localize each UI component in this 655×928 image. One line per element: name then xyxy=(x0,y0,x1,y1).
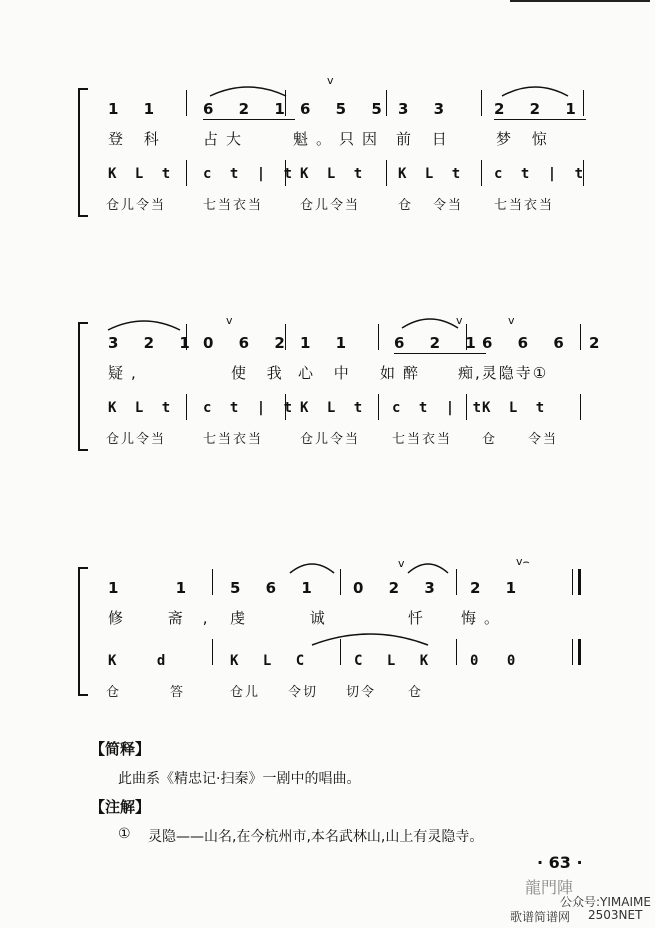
breath-mark: v xyxy=(508,314,515,327)
watermark-line: 歌谱简谱网 xyxy=(510,910,571,924)
measure-notes: 1 1 xyxy=(300,334,357,352)
watermark-logo: 龍門陣 xyxy=(525,878,574,897)
gongche-text: 令切 xyxy=(288,685,319,700)
measure-notes: 0 2 3 xyxy=(353,579,445,597)
gongche-row xyxy=(78,681,590,705)
percussion-measure: K L t xyxy=(300,166,368,182)
lyric: 痴,灵隐寺① xyxy=(458,364,549,382)
gongche-text: 七当衣当 xyxy=(203,432,264,447)
breath-mark: v xyxy=(226,314,233,327)
slur xyxy=(406,559,450,575)
gongche-row xyxy=(78,194,590,218)
percussion-measure: K d xyxy=(108,653,182,669)
measure-notes: 3 3 xyxy=(398,100,455,118)
lyric: 如醉 xyxy=(380,364,427,382)
notation-row xyxy=(78,579,590,603)
breath-mark: v xyxy=(456,314,463,327)
percussion-measure: c t | t xyxy=(392,400,487,416)
gongche-text: 七当衣当 xyxy=(203,198,264,213)
lyric: 疑, xyxy=(108,364,144,382)
measure-notes: 6 2 1 xyxy=(203,100,295,118)
percussion-measure: K L t xyxy=(300,400,368,416)
gongche-text: 七当衣当 xyxy=(392,432,453,447)
breath-mark: v xyxy=(327,74,334,87)
lyrics-row xyxy=(78,607,590,631)
measure-notes: 0 6 2 xyxy=(203,334,295,352)
notation-row xyxy=(78,334,610,358)
slur xyxy=(288,559,336,575)
jianshi-heading: 【简释】 xyxy=(90,740,151,758)
percussion-measure: c t | t xyxy=(203,166,298,182)
percussion-row xyxy=(78,400,590,424)
lyric: 魁。只因 xyxy=(293,130,386,148)
watermark-line: 2503NET xyxy=(588,908,643,922)
score-system-3 xyxy=(78,555,590,700)
gongche-text: 仓 xyxy=(482,432,498,447)
top-rule xyxy=(510,0,650,2)
gongche-text: 切令 xyxy=(346,685,377,700)
gongche-text: 仓 xyxy=(408,685,424,700)
percussion-measure: c t | t xyxy=(494,166,589,182)
gongche-text: 令当 xyxy=(528,432,559,447)
percussion-measure: K L t xyxy=(108,166,176,182)
gongche-text: 仓儿令当 xyxy=(300,432,361,447)
measure-notes: 2 2 1 xyxy=(494,100,586,118)
lyric: 登 科 xyxy=(108,130,167,148)
gongche-row xyxy=(78,428,590,452)
notation-row xyxy=(78,100,590,124)
measure-notes: 6 2 1 xyxy=(394,334,486,352)
measure-notes: 6 5 5 xyxy=(300,100,392,118)
lyrics-row xyxy=(78,362,590,386)
measure-notes: 5 6 1 xyxy=(230,579,322,597)
measure-notes: 2 1 xyxy=(470,579,527,597)
gongche-text: 仓儿 xyxy=(230,685,261,700)
gongche-text: 令当 xyxy=(433,198,464,213)
gongche-text: 七当衣当 xyxy=(494,198,555,213)
zhujie-heading: 【注解】 xyxy=(90,798,151,816)
watermark-line: 公众号:YIMAIME xyxy=(560,895,651,909)
lyric: 占大 xyxy=(203,130,250,148)
measure-notes: 1 1 xyxy=(108,100,165,118)
slur xyxy=(310,629,430,647)
jianshi-text: 此曲系《精忠记·扫秦》一剧中的唱曲。 xyxy=(118,771,361,787)
percussion-row xyxy=(78,653,590,677)
measure-notes: 6 6 6 2 xyxy=(482,334,610,352)
percussion-measure: c t | t xyxy=(203,400,298,416)
gongche-text: 仓 xyxy=(106,685,122,700)
lyric: 忏 xyxy=(408,609,432,627)
slur xyxy=(106,316,182,332)
lyric: 虔 诚 xyxy=(230,609,355,627)
lyric: 使 我 xyxy=(231,364,290,382)
percussion-measure: 0 0 xyxy=(470,653,526,669)
measure-notes: 3 2 1 xyxy=(108,334,200,352)
slur xyxy=(500,82,570,98)
zhujie-text: 灵隐——山名,在今杭州市,本名武林山,山上有灵隐寺。 xyxy=(148,829,484,845)
gongche-text: 答 xyxy=(170,685,186,700)
score-system-1 xyxy=(78,74,590,218)
lyric: 梦 惊 xyxy=(496,130,555,148)
gongche-text: 仓 xyxy=(398,198,414,213)
lyric: 悔。 xyxy=(461,609,508,627)
slur xyxy=(208,82,288,98)
gongche-text: 仓儿令当 xyxy=(106,432,167,447)
lyric: 心 中 xyxy=(298,364,357,382)
lyrics-row xyxy=(78,128,590,152)
footnote-marker: ① xyxy=(118,826,131,842)
percussion-measure: C L K xyxy=(354,653,437,669)
gongche-text: 仓儿令当 xyxy=(106,198,167,213)
score-system-2 xyxy=(78,314,610,452)
percussion-row xyxy=(78,166,590,190)
measure-notes: 1 1 xyxy=(108,579,213,597)
lyric: 修 斋, xyxy=(108,609,228,627)
gongche-text: 仓儿令当 xyxy=(300,198,361,213)
percussion-measure: K L t xyxy=(398,166,466,182)
percussion-measure: K L t xyxy=(108,400,176,416)
percussion-measure: K L C xyxy=(230,653,313,669)
page-number: · 63 · xyxy=(537,853,583,872)
fermata-mark: v⌢ xyxy=(516,555,530,568)
slur xyxy=(400,314,460,330)
percussion-measure: K L t xyxy=(482,400,550,416)
lyric: 前 日 xyxy=(396,130,455,148)
breath-mark: v xyxy=(398,557,405,570)
